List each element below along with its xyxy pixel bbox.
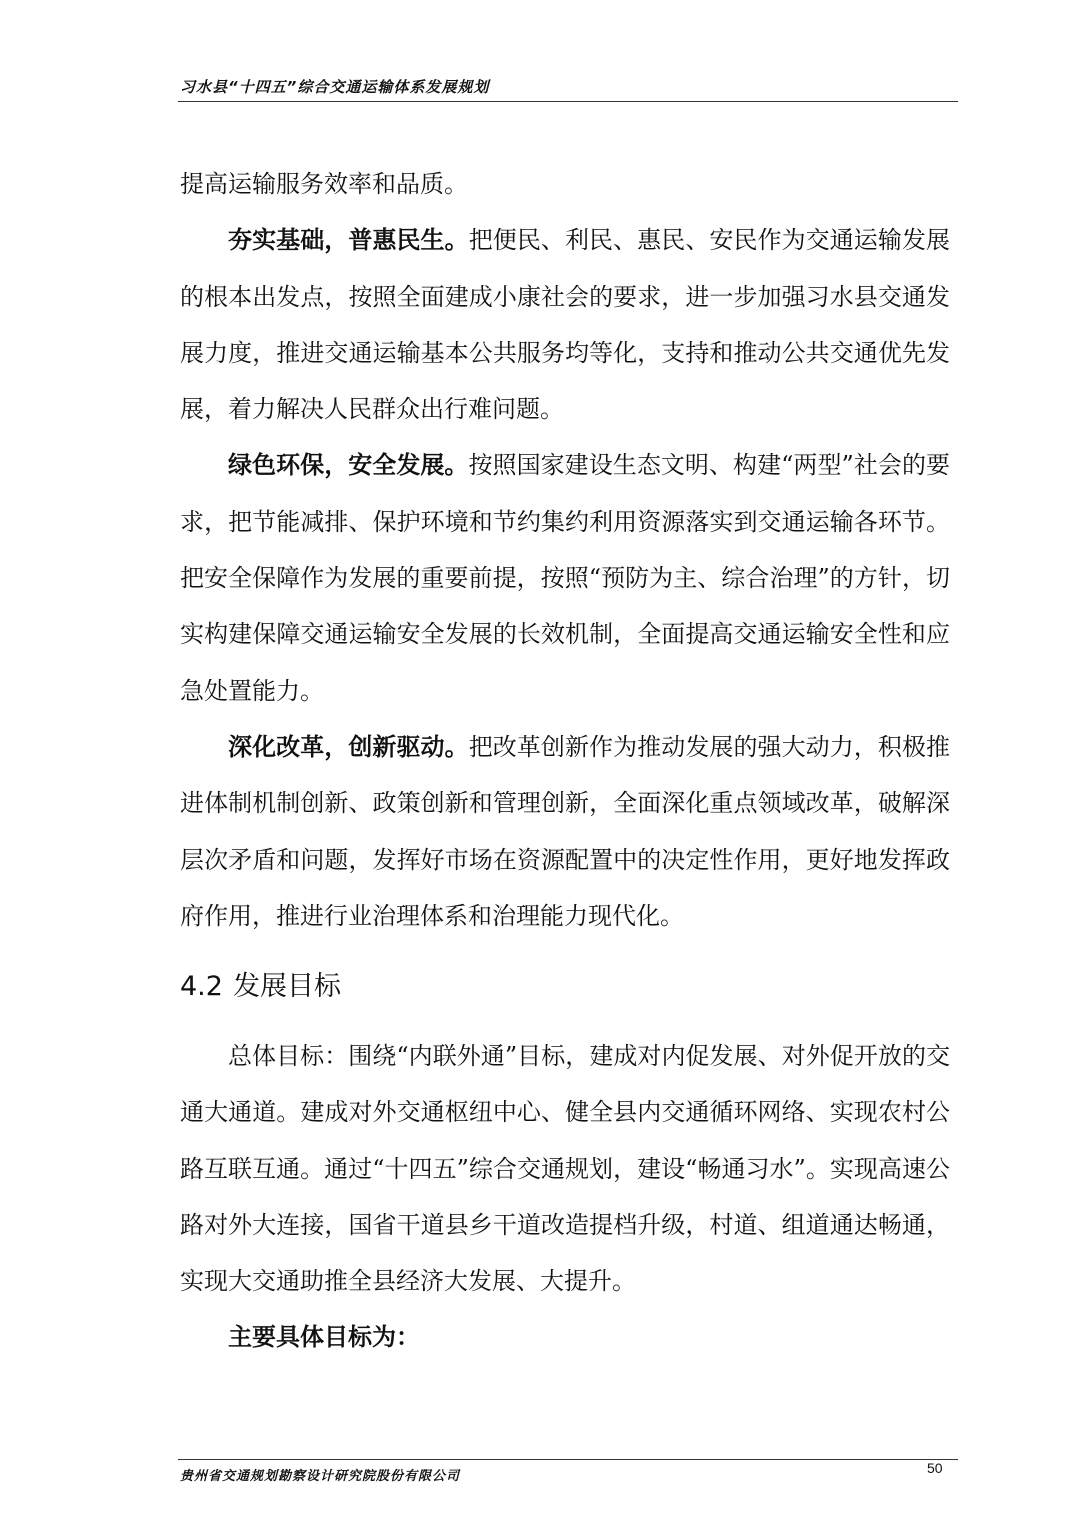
paragraph-principle-1 bbox=[180, 212, 950, 437]
page-number: 50 bbox=[927, 1460, 943, 1476]
paragraph-principle-3 bbox=[180, 719, 950, 944]
section-heading bbox=[180, 964, 351, 1003]
principle-3-text: 把改革创新作为推动发展的强大动力，积极推进体制机制创新、政策创新和管理创新，全面深化重点领域改革，破解深层次矛盾和问题，发挥好市场在资源配置中的决定性作用，更好地发挥政府作用，推进行业治理体系和治理能力现代化。 bbox=[180, 732, 951, 930]
principle-3-title: 深化改革，创新驱动。 bbox=[228, 731, 469, 761]
principle-1-title: 夯实基础，普惠民生。 bbox=[228, 225, 469, 255]
footer-divider bbox=[178, 1459, 958, 1460]
principle-2-text: 按照国家建设生态文明、构建“两型”社会的要求，把节能减排、保护环境和节约集约利用资源落实到交通运输各环节。把安全保障作为发展的重要前提，按照“预防为主、综合治理”的方针，切实构建保障交通运输安全发展的长效机制，全面提高交通运输安全性和应急处置能力。 bbox=[180, 451, 950, 705]
paragraph-principle-2 bbox=[180, 437, 950, 718]
principle-2-title: 绿色环保，安全发展。 bbox=[228, 450, 469, 480]
header-divider bbox=[178, 101, 958, 102]
section-number: 4.2 bbox=[180, 971, 223, 1002]
body-block-principles bbox=[180, 156, 950, 944]
paragraph-overall-goal: 总体目标：围绕“内联外通”目标，建成对内促发展、对外促开放的交通大通道。建成对外交通枢纽中心、健全县内交通循环网络、实现农村公路互联互通。通过“十四五”综合交通规划，建设“畅通习水”。实现高速公路对外大连接，国省干道县乡干道改造提档升级，村道、组道通达畅通，实现大交通助推全县经济大发展、大提升。 bbox=[180, 1042, 950, 1296]
footer-company: 贵州省交通规划勘察设计研究院股份有限公司 bbox=[180, 1469, 461, 1484]
principle-1-text: 把便民、利民、惠民、安民作为交通运输发展的根本出发点，按照全面建成小康社会的要求，进一步加强习水县交通发展力度，推进交通运输基本公共服务均等化，支持和推动公共交通优先发展，着力解决人民群众出行难问题。 bbox=[180, 226, 951, 424]
paragraph-continuation: 提高运输服务效率和品质。 bbox=[180, 170, 468, 198]
body-block-goals bbox=[180, 1028, 950, 1366]
section-title: 发展目标 bbox=[232, 971, 341, 1002]
paragraph-specific-goals-heading: 主要具体目标为： bbox=[228, 1322, 420, 1352]
running-header: 习水县“十四五”综合交通运输体系发展规划 bbox=[180, 78, 490, 96]
